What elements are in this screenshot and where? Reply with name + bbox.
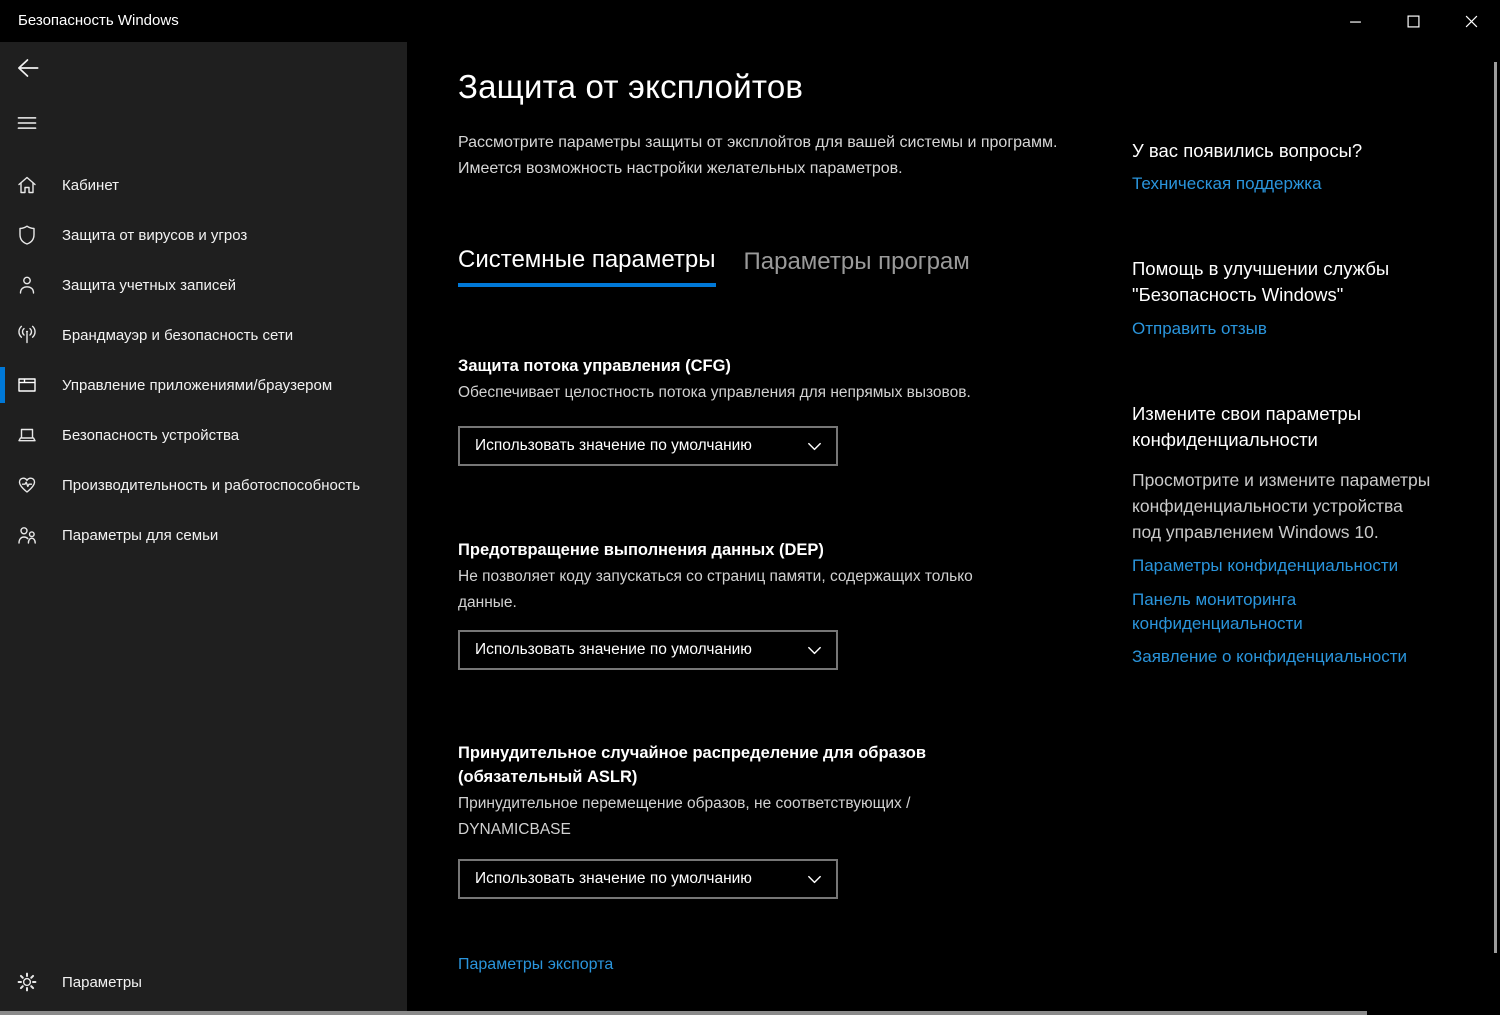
sidebar-nav	[0, 160, 407, 560]
chevron-down-icon	[805, 641, 824, 660]
main-content	[407, 42, 1500, 1015]
window-controls	[1326, 0, 1500, 42]
tab-program-settings[interactable]: Параметры програм	[744, 246, 970, 287]
sidebar-item-label: Кабинет	[62, 176, 120, 194]
titlebar	[0, 0, 1500, 42]
aslr-dropdown[interactable]	[458, 859, 838, 899]
sidebar-item-label: Брандмауэр и безопасность сети	[62, 326, 294, 344]
sidebar-item-performance-health[interactable]	[0, 460, 407, 510]
sidebar-item-virus-protection[interactable]	[0, 210, 407, 260]
minimize-button[interactable]	[1326, 0, 1384, 42]
back-button[interactable]	[13, 53, 43, 83]
privacy-statement-link[interactable]: Заявление о конфиденциальности	[1132, 647, 1407, 666]
sidebar-item-label: Безопасность устройства	[62, 426, 240, 444]
gear-icon	[14, 969, 40, 995]
support-link[interactable]: Техническая поддержка	[1132, 174, 1322, 193]
dropdown-value: Использовать значение по умолчанию	[475, 870, 752, 887]
tab-bar	[458, 246, 970, 287]
maximize-button[interactable]	[1384, 0, 1442, 42]
privacy-dashboard-link[interactable]: Панель мониторинга конфиденциальности	[1132, 590, 1303, 633]
back-arrow-icon	[13, 53, 43, 83]
chevron-down-icon	[805, 437, 824, 456]
privacy-description: Просмотрите и измените параметры конфиденциальности устройства под управлением Windows 10.	[1132, 470, 1431, 542]
hamburger-menu-button[interactable]	[15, 110, 41, 136]
family-icon	[14, 522, 40, 548]
page-description: Рассмотрите параметры защиты от эксплойтов для вашей системы и программ. Имеется возможность настройки желательных параметров.	[458, 134, 1058, 177]
sidebar-item-firewall[interactable]	[0, 310, 407, 360]
setting-description: Принудительное перемещение образов, не соответствующих / DYNAMICBASE	[458, 795, 911, 838]
sidebar-item-device-security[interactable]	[0, 410, 407, 460]
setting-title: Предотвращение выполнения данных (DEP)	[458, 541, 824, 559]
export-settings-link[interactable]: Параметры экспорта	[458, 956, 614, 973]
tab-system-settings[interactable]: Системные параметры	[458, 246, 716, 287]
setting-title: Защита потока управления (CFG)	[458, 357, 731, 375]
improve-heading: Помощь в улучшении службы "Безопасность Windows"	[1132, 258, 1390, 305]
setting-group-dep	[458, 538, 1080, 658]
window-title: Безопасность Windows	[18, 12, 179, 29]
setting-description: Не позволяет коду запускаться со страниц памяти, содержащих только данные.	[458, 568, 973, 611]
sidebar-item-label: Управление приложениями/браузером	[62, 376, 333, 394]
privacy-settings-link[interactable]: Параметры конфиденциальности	[1132, 556, 1399, 575]
sidebar-item-app-browser-control[interactable]	[0, 360, 407, 410]
setting-group-cfg	[458, 354, 1080, 454]
network-icon	[14, 322, 40, 348]
vertical-scrollbar[interactable]	[1494, 62, 1497, 953]
sidebar	[0, 42, 407, 1015]
privacy-heading: Измените свои параметры конфиденциальности	[1132, 403, 1362, 450]
chevron-down-icon	[805, 870, 824, 889]
sidebar-item-label: Параметры для семьи	[62, 526, 219, 544]
laptop-icon	[14, 422, 40, 448]
sidebar-item-label: Параметры	[62, 973, 142, 991]
close-button[interactable]	[1442, 0, 1500, 42]
sidebar-item-label: Производительность и работоспособность	[62, 476, 361, 494]
sidebar-item-family-options[interactable]	[0, 510, 407, 560]
dropdown-value: Использовать значение по умолчанию	[475, 641, 752, 658]
cfg-dropdown[interactable]	[458, 426, 838, 466]
sidebar-bottom	[0, 957, 407, 1007]
app-window-icon	[14, 372, 40, 398]
home-icon	[14, 172, 40, 198]
dep-dropdown[interactable]	[458, 630, 838, 670]
sidebar-item-label: Защита учетных записей	[62, 276, 237, 294]
setting-title: Принудительное случайное распределение для образов (обязательный ASLR)	[458, 744, 926, 786]
hamburger-icon	[15, 111, 41, 135]
person-icon	[14, 272, 40, 298]
selected-indicator	[0, 367, 5, 403]
sidebar-item-settings[interactable]	[0, 957, 407, 1007]
dropdown-value: Использовать значение по умолчанию	[475, 437, 752, 454]
right-rail	[1132, 138, 1432, 669]
questions-heading: У вас появились вопросы?	[1132, 140, 1363, 161]
setting-description: Обеспечивает целостность потока управления для непрямых вызовов.	[458, 384, 971, 401]
maximize-icon	[1407, 15, 1420, 28]
sidebar-item-home[interactable]	[0, 160, 407, 210]
sidebar-item-account-protection[interactable]	[0, 260, 407, 310]
feedback-link[interactable]: Отправить отзыв	[1132, 319, 1267, 338]
setting-group-aslr	[458, 741, 1080, 887]
minimize-icon	[1349, 15, 1362, 28]
page-title: Защита от эксплойтов	[458, 68, 804, 105]
shield-icon	[14, 222, 40, 248]
horizontal-scrollbar[interactable]	[0, 1011, 1367, 1015]
close-icon	[1465, 15, 1478, 28]
heart-pulse-icon	[14, 472, 40, 498]
sidebar-item-label: Защита от вирусов и угроз	[62, 226, 248, 244]
